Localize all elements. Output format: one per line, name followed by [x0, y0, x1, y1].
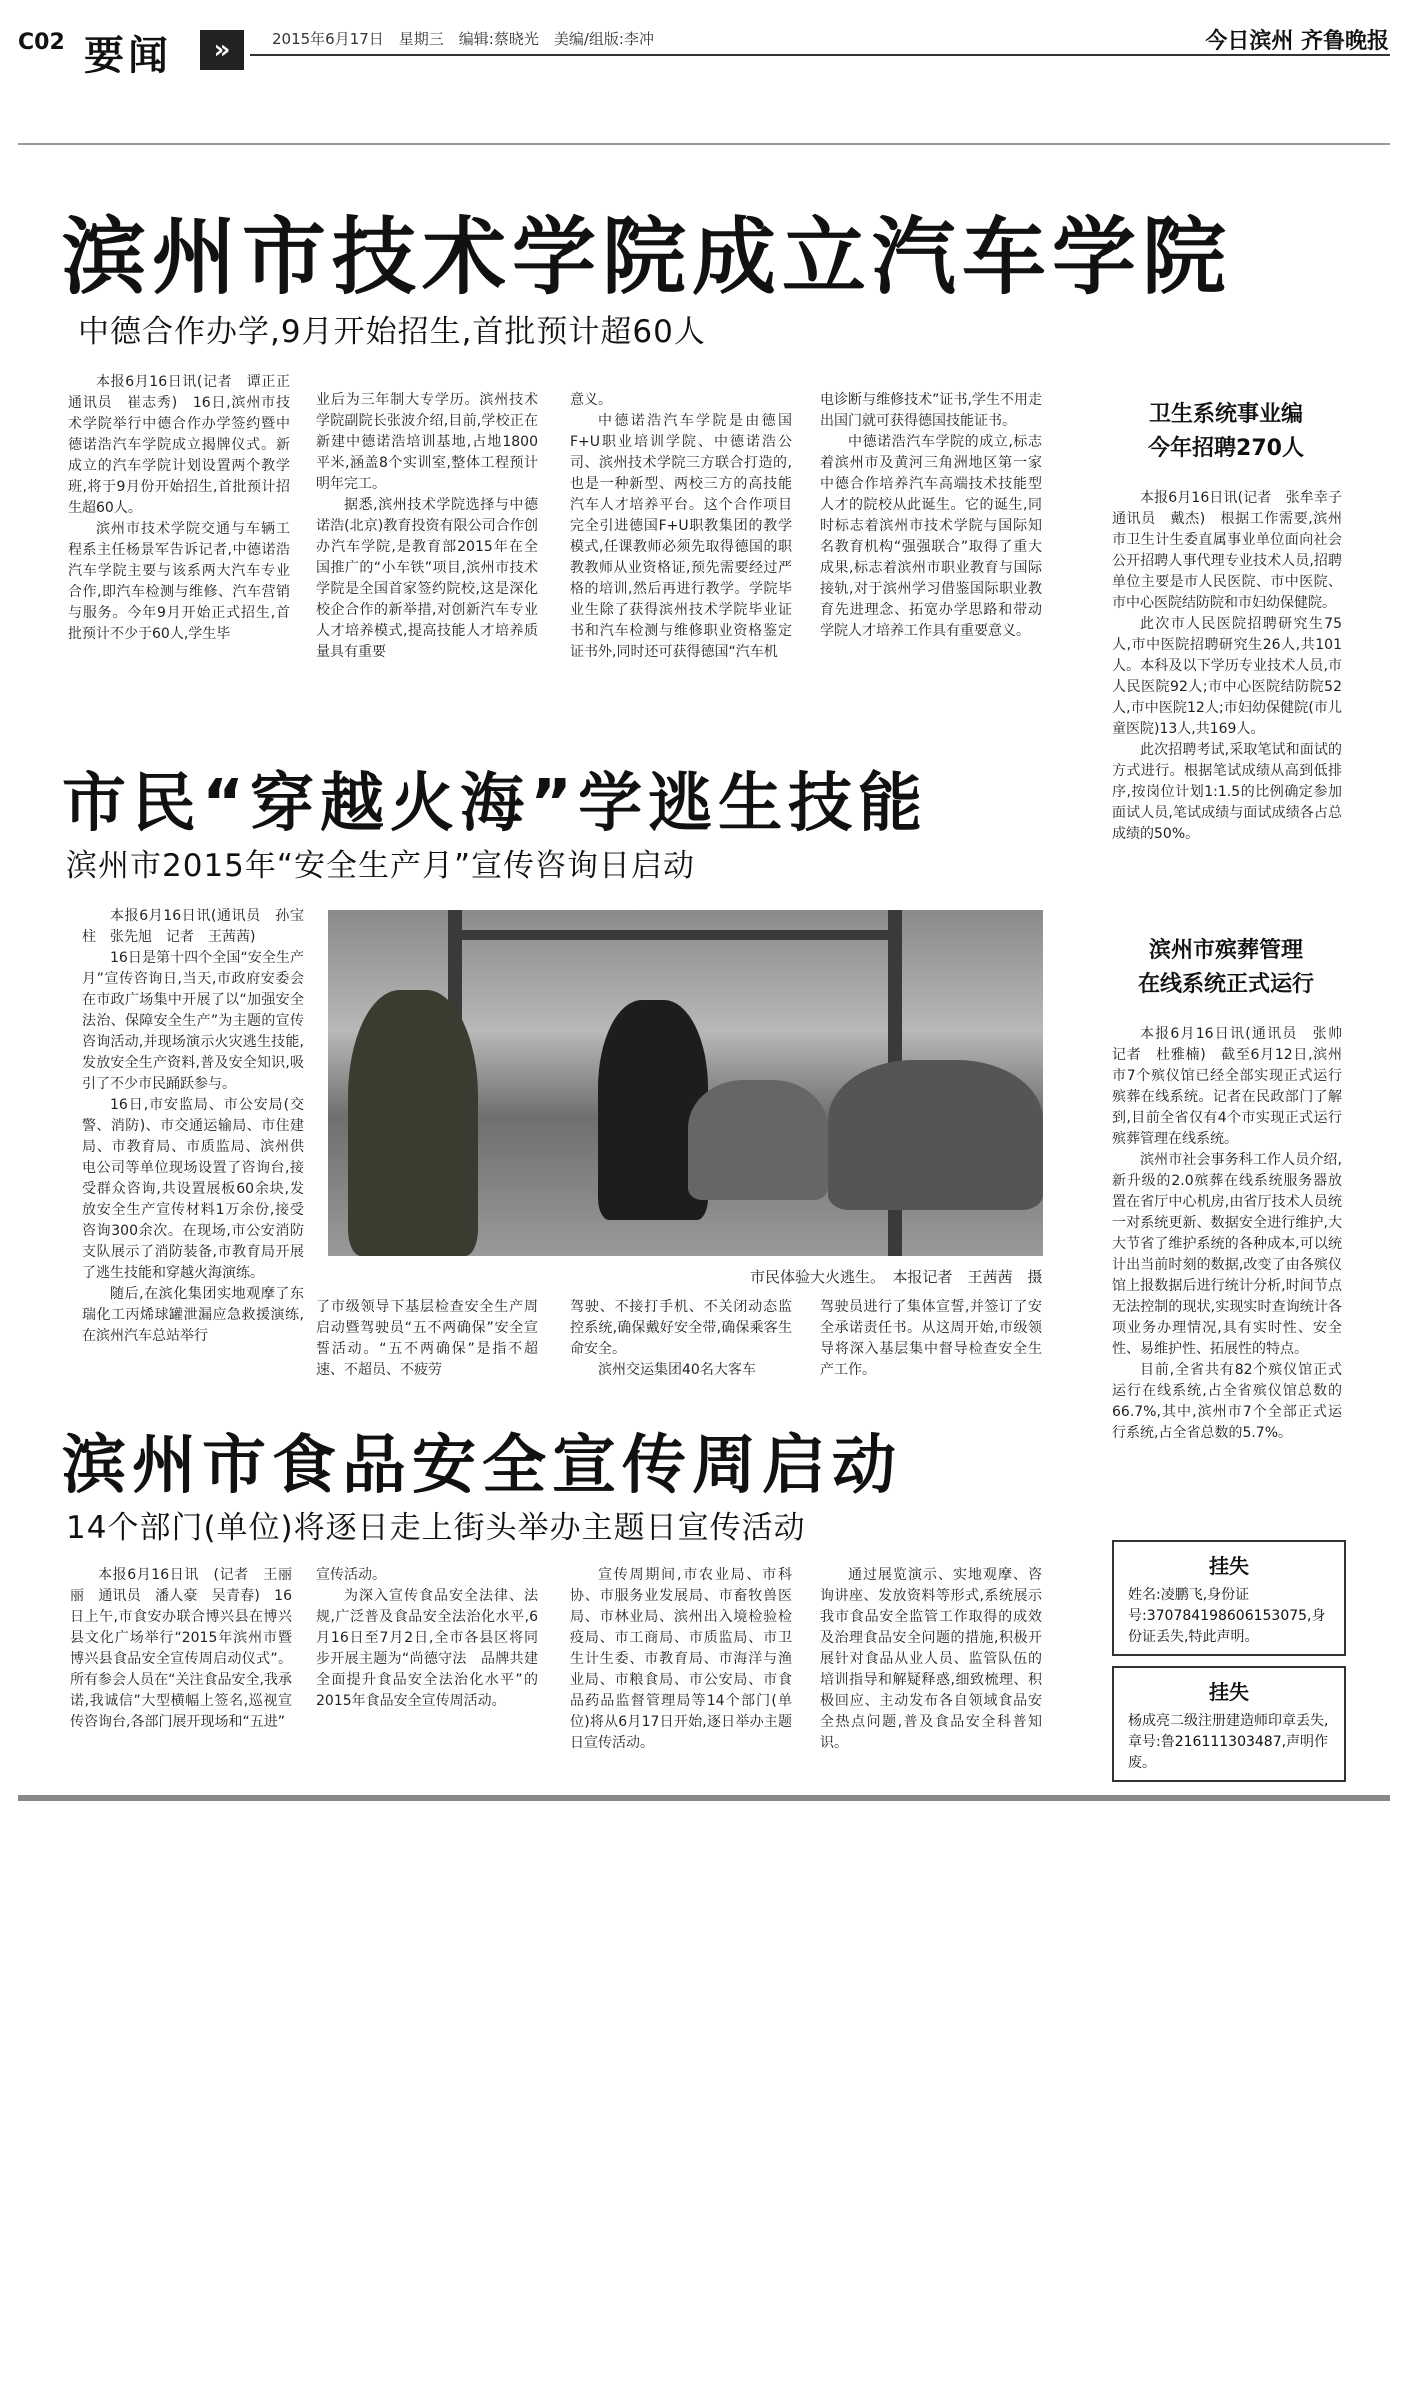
- article1-col4: [820, 390, 1042, 642]
- paragraph: 本报6月16日讯 (记者 王丽丽 通讯员 潘人豪 吴青春) 16日上午,市食安办联合博兴县在博兴县文化广场举行“2015年滨州市暨博兴县食品安全宣传周启动仪式”。所有参会人员在“关注食品安全,我承诺,我诚信”大型横幅上签名,巡视宣传咨询台,各部门展开现场和“五进”: [70, 1567, 292, 1730]
- paragraph: 此次市人民医院招聘研究生75人,市中医院招聘研究生26人,共101人。本科及以下学历专业技术人员,市人民医院92人;市中心医院结防院52人,市中医院12人;市妇幼保健院(市儿童医院)13人,共169人。: [1112, 616, 1342, 737]
- paragraph: 本报6月16日讯(通讯员 张帅 记者 杜雅楠) 截至6月12日,滨州市7个殡仪馆已经全部实现正式运行殡葬在线系统。记者在民政部门了解到,目前全省仅有4个市实现正式运行殡葬管理在线系统。: [1112, 1026, 1356, 1147]
- article1-col2: [316, 390, 538, 663]
- article3-col2: [316, 1565, 552, 1712]
- paragraph: 16日是第十四个全国“安全生产月”宣传咨询日,当天,市政府安委会在市政广场集中开展了以“加强安全法治、保障安全生产”为主题的宣传咨询活动,并现场演示火灾逃生技能,发放安全生产资料,普及安全知识,吸引了不少市民踊跃参与。: [82, 950, 304, 1092]
- paragraph: 16日,市安监局、市公安局(交警、消防)、市交通运输局、市住建局、市教育局、市质监局、滨州供电公司等单位现场设置了咨询台,接受群众咨询,共设置展板60余块,发放安全生产宣传材料1万余份,接受咨询300余次。在现场,市公安消防支队展示了消防装备,市教育局开展了逃生技能和穿越火海演练。: [82, 1097, 304, 1281]
- paragraph: 通过展览演示、实地观摩、咨询讲座、发放资料等形式,系统展示我市食品安全监管工作取得的成效及治理食品安全问题的措施,积极开展针对食品从业人员、监管队伍的培训指导和解疑释惑,细致梳理、积极回应、主动发布各自领域食品安全热点问题,普及食品安全科普知识。: [820, 1567, 1042, 1751]
- notice-body: 杨成亮二级注册建造师印章丢失,章号:鲁216111303487,声明作废。: [1128, 1713, 1329, 1771]
- paragraph: 宣传活动。: [316, 1567, 386, 1583]
- paragraph: 中德诺浩汽车学院是由德国F+U职业培训学院、中德诺浩公司、滨州技术学院三方联合打造的,也是一种新型、两校三方的高技能汽车人才培养平台。这个合作项目完全引进德国F+U职教集团的教学模式,任课教师必须先取得德国的职教教师从业资格证,预先需要经过严格的培训,然后再进行教学。学院毕业生除了获得滨州技术学院毕业证书和汽车检测与维修职业资格鉴定证书外,同时还可获得德国“汽车机: [570, 413, 792, 660]
- paragraph: 为深入宣传食品安全法律、法规,广泛普及食品安全法治化水平,6月16日至7月2日,全市各县区将同步开展主题为“尚德守法 品牌共建 全面提升食品安全法治化水平”的2015年食品安全宣传周活动。: [316, 1588, 552, 1709]
- section-arrow-icon: »: [200, 30, 244, 70]
- paragraph: 驾驶员进行了集体宣誓,并签订了安全承诺责任书。从这周开始,市级领导将深入基层集中督导检查安全生产工作。: [820, 1299, 1042, 1378]
- header-info: 2015年6月17日 星期三 编辑:蔡晓光 美编/组版:李冲: [272, 30, 654, 48]
- news-photo: [328, 910, 1043, 1256]
- notice-body: 姓名:凌鹏飞,身份证号:370784198606153075,身份证丢失,特此声明。: [1128, 1587, 1326, 1645]
- photo-person: [348, 990, 478, 1256]
- side1-body: [1112, 488, 1356, 845]
- paragraph: 意义。: [570, 392, 612, 408]
- paragraph: 驾驶、不接打手机、不关闭动态监控系统,确保戴好安全带,确保乘客生命安全。: [570, 1299, 792, 1357]
- paragraph: 业后为三年制大专学历。滨州技术学院副院长张波介绍,目前,学校正在新建中德诺浩培训基地,占地1800平米,涵盖8个实训室,整体工程预计明年完工。: [316, 392, 538, 492]
- article3-col1: [70, 1565, 292, 1733]
- photo-caption: 市民体验大火逃生。 本报记者 王茜茜 摄: [750, 1268, 1043, 1286]
- top-divider: [18, 143, 1390, 145]
- paragraph: 了市级领导下基层检查安全生产周启动暨驾驶员“五不两确保”安全宣誓活动。“五不两确保”是指不超速、不超员、不疲劳: [316, 1299, 538, 1378]
- paragraph: 目前,全省共有82个殡仪馆正式运行在线系统,占全省殡仪馆总数的66.7%,其中,滨州市7个全部正式运行系统,占全省总数的5.7%。: [1112, 1362, 1342, 1441]
- article3-title: 滨州市食品安全宣传周启动: [62, 1429, 902, 1503]
- article2-col3: [570, 1297, 792, 1381]
- article2-col2: [316, 1297, 538, 1381]
- photo-crowd: [688, 1080, 828, 1200]
- bottom-divider: [18, 1795, 1390, 1801]
- paragraph: 本报6月16日讯(通讯员 孙宝柱 张先旭 记者 王茜茜): [82, 908, 304, 945]
- paragraph: 滨州市社会事务科工作人员介绍,新升级的2.0殡葬在线系统服务器放置在省厅中心机房,由省厅技术人员统一对系统更新、数据安全进行维护,大大节省了维护系统的各种成本,可以统计出当前时刻的数据,改变了由各殡仪馆上报数据后进行统计分析,时间节点无法控制的现状,实现实时查询统计各项业务办理情况,具有实时性、安全性、易维护性、拓展性的特点。: [1112, 1152, 1342, 1357]
- paragraph: 滨州交运集团40名大客车: [598, 1362, 756, 1378]
- page-number: C02: [18, 30, 65, 55]
- paragraph: 此次招聘考试,采取笔试和面试的方式进行。根据笔试成绩从高到低排序,按岗位计划1:1.5的比例确定参加面试人员,笔试成绩与面试成绩各占总成绩的50%。: [1112, 742, 1342, 842]
- article3-subtitle: 14个部门(单位)将逐日走上街头举办主题日宣传活动: [66, 1510, 806, 1546]
- article2-subtitle: 滨州市2015年“安全生产月”宣传咨询日启动: [66, 848, 696, 884]
- photo-crowd: [828, 1060, 1043, 1210]
- article1-subtitle: 中德合作办学,9月开始招生,首批预计超60人: [78, 314, 706, 350]
- article3-col3: [570, 1565, 792, 1754]
- paragraph: 滨州市技术学院交通与车辆工程系主任杨景军告诉记者,中德诺浩汽车学院主要与该系两大汽车专业合作,即汽车检测与维修、汽车营销与服务。今年9月开始正式招生,首批预计不少于60人,学生毕: [68, 521, 290, 642]
- side1-title: [1108, 398, 1344, 466]
- article2-col4: [820, 1297, 1042, 1381]
- article3-col4: [820, 1565, 1042, 1754]
- side2-title-line2: 在线系统正式运行: [1137, 972, 1314, 997]
- paragraph: 随后,在滨化集团实地观摩了东瑞化工丙烯球罐泄漏应急救援演练,在滨州汽车总站举行: [82, 1286, 304, 1344]
- article2-col1: [82, 906, 304, 1347]
- side1-title-line2: 今年招聘270人: [1148, 436, 1304, 461]
- notice-title: 挂失: [1209, 1680, 1249, 1704]
- photo-frame-bar: [448, 930, 902, 940]
- article1-title: 滨州市技术学院成立汽车学院: [62, 208, 1233, 306]
- side2-title-line1: 滨州市殡葬管理: [1148, 938, 1303, 963]
- lost-notice-2: [1112, 1666, 1346, 1782]
- notice-title: 挂失: [1209, 1554, 1249, 1578]
- lost-notice-1: [1112, 1540, 1346, 1656]
- article1-col1: [68, 372, 304, 645]
- side2-title: [1108, 934, 1344, 1002]
- paragraph: 据悉,滨州技术学院选择与中德诺浩(北京)教育投资有限公司合作创办汽车学院,是教育部2015年在全国推广的“小车铁”项目,滨州市技术学院是全国首家签约院校,这是深化校企合作的新举措,对创新汽车专业人才培养模式,提高技能人才培养质量具有重要: [316, 497, 538, 660]
- side2-body: [1112, 1024, 1356, 1444]
- paragraph: 宣传周期间,市农业局、市科协、市服务业发展局、市畜牧兽医局、市林业局、滨州出入境检验检疫局、市工商局、市质监局、市卫生计生委、市教育局、市海洋与渔业局、市粮食局、市公安局、市食品药品监督管理局等14个部门(单位)将从6月17日开始,逐日举办主题日宣传活动。: [570, 1567, 792, 1751]
- side1-title-line1: 卫生系统事业编: [1148, 402, 1303, 427]
- paragraph: 中德诺浩汽车学院的成立,标志着滨州市及黄河三角洲地区第一家中德合作培养汽车高端技术技能型人才的院校从此诞生。它的诞生,同时标志着滨州市技术学院与国际知名教育机构“强强联合”取得了重大成果,标志着滨州市职业教育与国际接轨,对于滨州学习借鉴国际职业教育先进理念、拓宽办学思路和带动学院人才培养工作具有重要意义。: [820, 434, 1042, 639]
- masthead-logo: 今日滨州 齐鲁晚报: [1205, 29, 1389, 54]
- article1-col3: [570, 390, 792, 663]
- paragraph: 本报6月16日讯(记者 张牟幸子 通讯员 戴杰) 根据工作需要,滨州市卫生计生委直属事业单位面向社会公开招聘人事代理专业技术人员,招聘单位主要是市人民医院、市中医院、市中心医院结防院和市妇幼保健院。: [1112, 490, 1356, 611]
- article2-title: 市民“穿越火海”学逃生技能: [62, 767, 929, 841]
- paragraph: 电诊断与维修技术”证书,学生不用走出国门就可获得德国技能证书。: [820, 392, 1042, 429]
- paragraph: 本报6月16日讯(记者 谭正正 通讯员 崔志秀) 16日,滨州市技术学院举行中德合作办学签约暨中德诺浩汽车学院成立揭牌仪式。新成立的汽车学院计划设置两个教学班,将于9月份开始招生,首批预计招生超60人。: [68, 374, 304, 516]
- section-title: 要闻: [84, 33, 172, 79]
